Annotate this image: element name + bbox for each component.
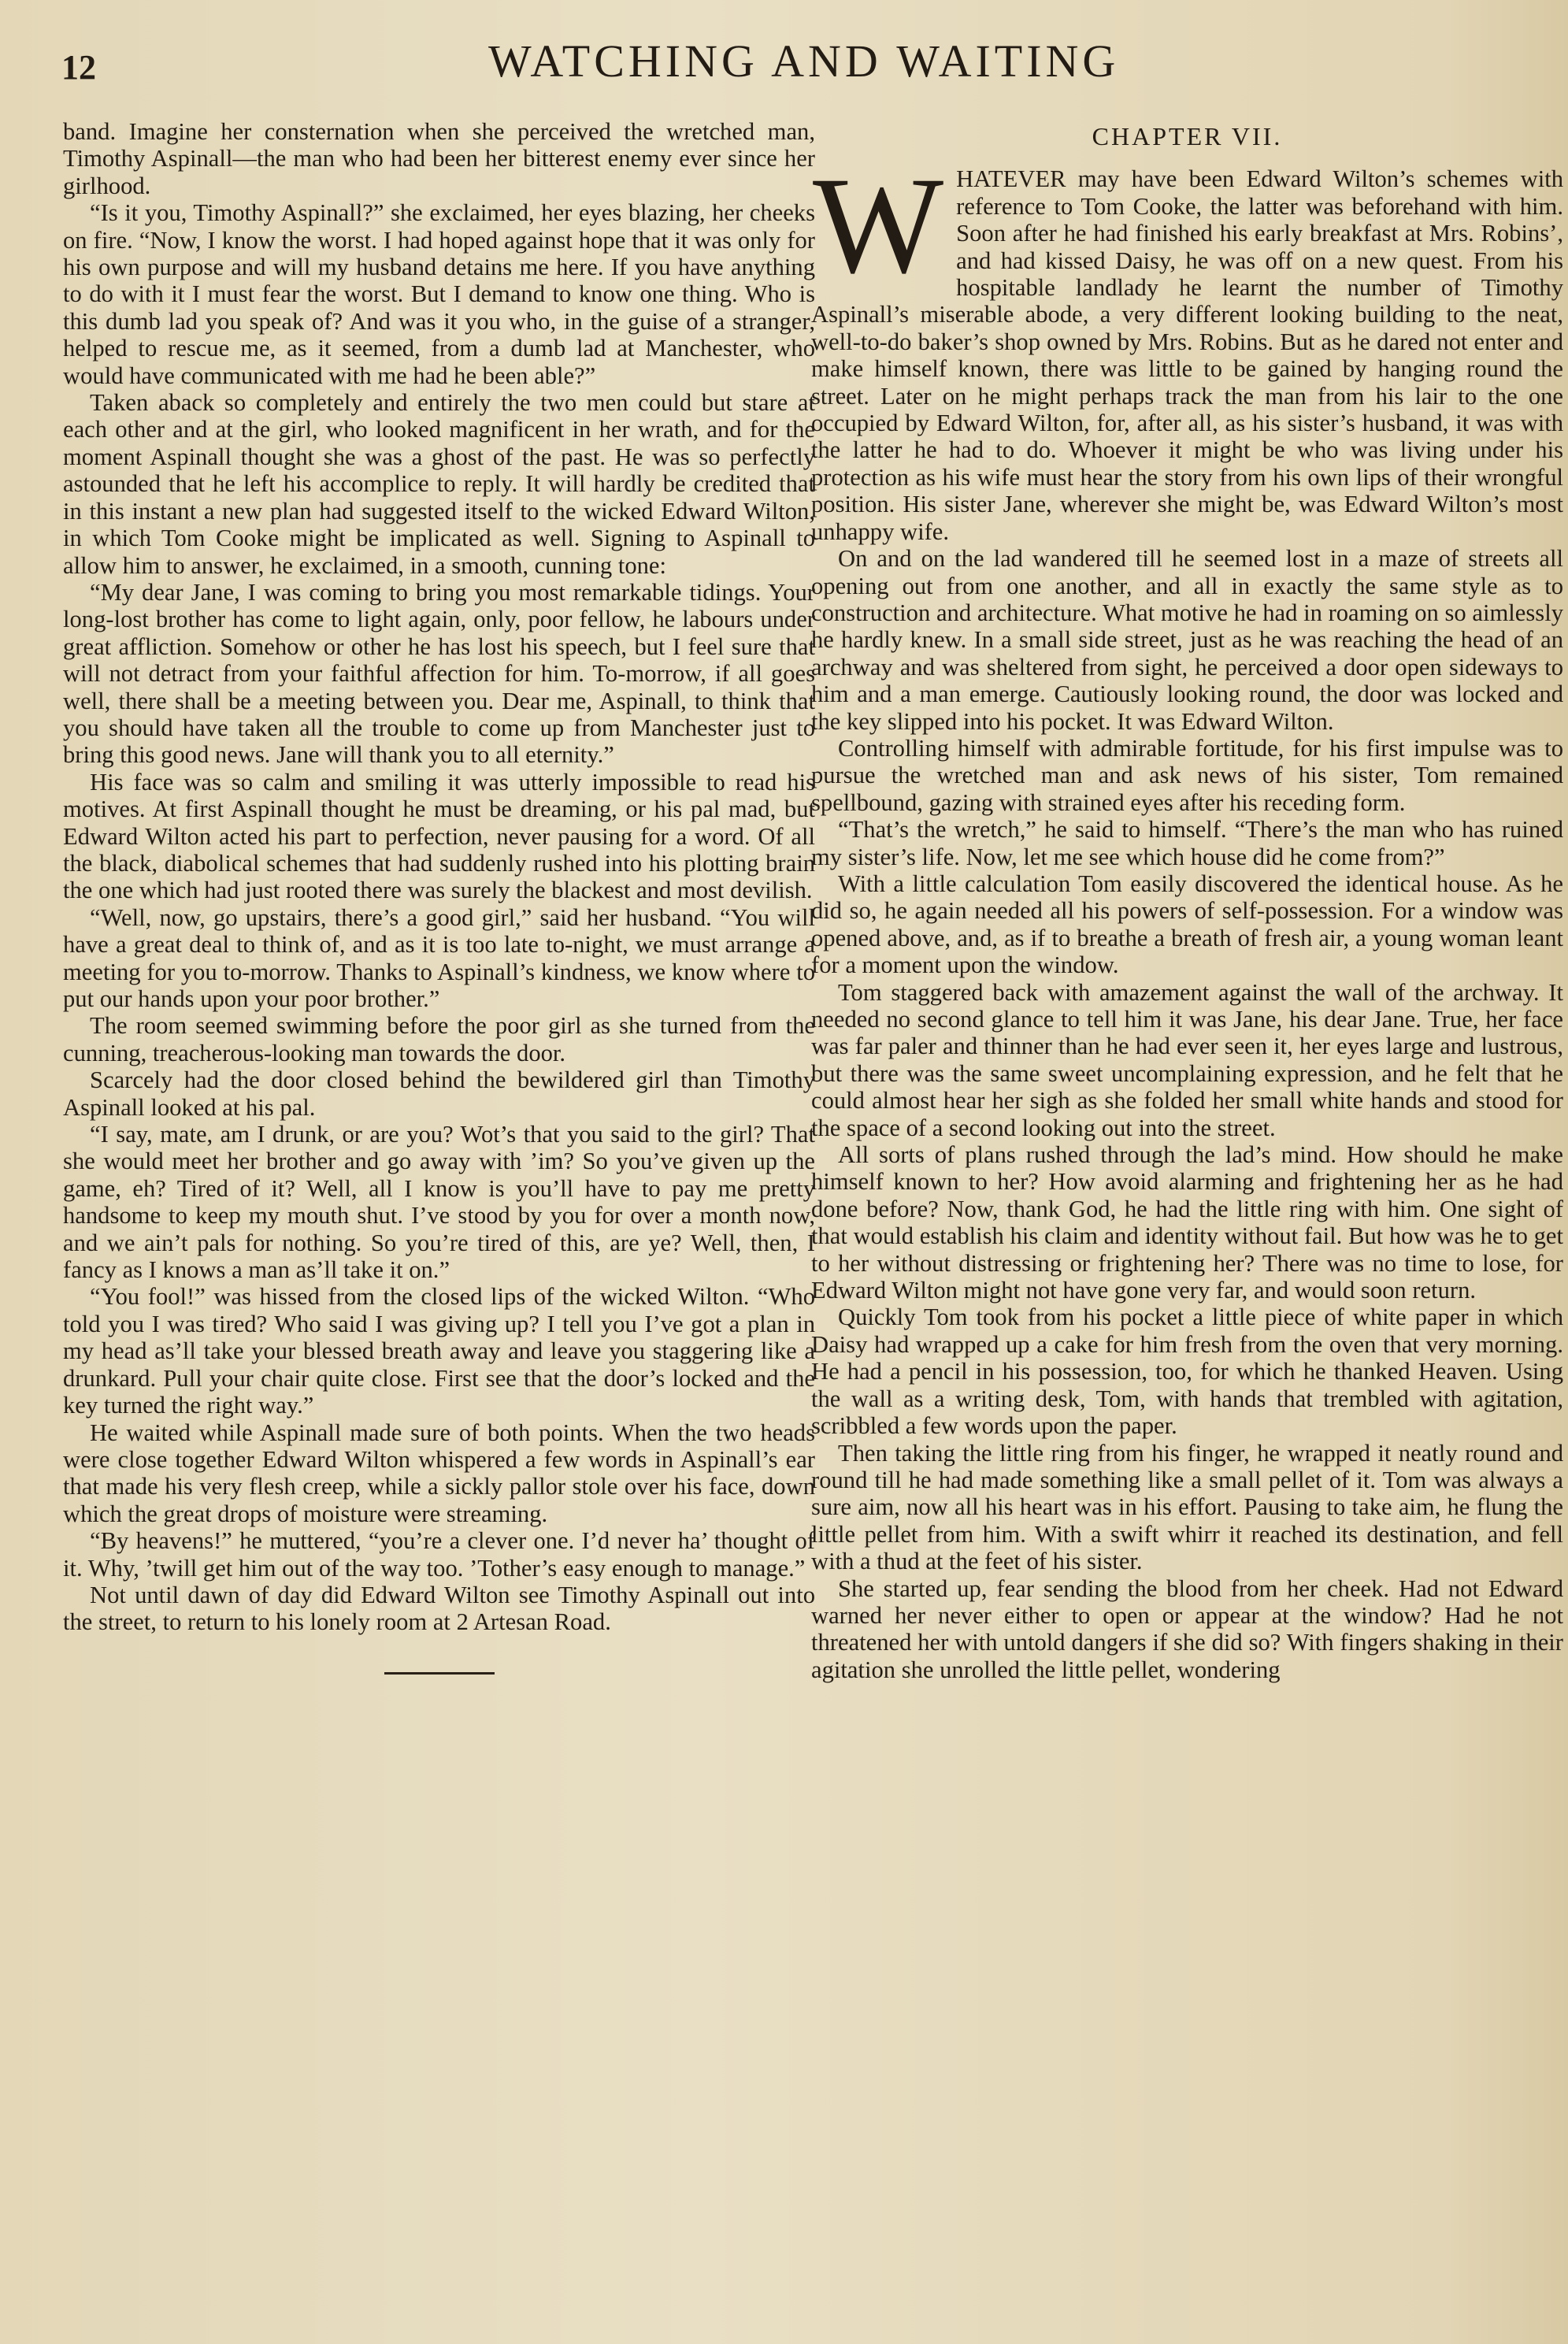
paragraph: “I say, mate, am I drunk, or are you? Wot’s that you said to the girl? That she would meet her brother and go away with ’im? So you’ve given up the game, eh? Tired of it? Well, all I know is you’ll have to pay me pretty handsome to keep my mouth shut. I’ve stood by you for over a month now, and we ain’t pals for nothing. So you’re tired of this, are ye? Well, then, I fancy as I knows a man as’ll take it on.” <box>63 1121 815 1284</box>
page-header <box>47 30 1544 101</box>
section-divider <box>384 1672 495 1675</box>
paragraph: The room seemed swimming before the poor girl as she turned from the cunning, treacherous-looking man towards the door. <box>63 1012 815 1066</box>
paragraph: Tom staggered back with amazement against the wall of the archway. It needed no second glance to tell him it was Jane, his dear Jane. True, her face was far paler and thinner than he had ever seen it, her eyes large and lustrous, but there was the same sweet uncomplaining expression, and he felt that he could almost hear her sigh as she folded her small white hands and stood for the space of a second looking out into the street. <box>811 978 1563 1141</box>
chapter-heading: CHAPTER VII. <box>1092 122 1283 150</box>
paragraph: Scarcely had the door closed behind the bewildered girl than Timothy Aspinall looked at his pal. <box>63 1066 815 1121</box>
paragraph: Then taking the little ring from his finger, he wrapped it neatly round and round till he had made something like a small pellet of it. Tom was always a sure aim, now all his heart was in his effort. Pausing to take aim, he flung the little pellet from him. With a swift whirr it reached its destination, and fell with a thud at the feet of his sister. <box>811 1439 1563 1575</box>
paragraph: Not until dawn of day did Edward Wilton see Timothy Aspinall out into the street, to return to his lonely room at 2 Artesan Road. <box>63 1581 815 1636</box>
paragraph: Taken aback so completely and entirely the two men could but stare at each other and at the girl, who looked magnificent in her wrath, and for the moment Aspinall thought she was a ghost of the past. He was so perfectly astounded that he left his accomplice to reply. It will hardly be credited that in this instant a new plan had suggested itself to the wicked Edward Wilton, in which Tom Cooke might be implicated as well. Signing to Aspinall to allow him to answer, he exclaimed, in a smooth, cunning tone: <box>63 389 815 579</box>
paragraph: With a little calculation Tom easily discovered the identical house. As he did so, he again needed all his powers of self-possession. For a window was opened above, and, as if to breathe a breath of fresh air, a young woman leant for a moment upon the window. <box>811 870 1563 979</box>
paragraph: “You fool!” was hissed from the closed lips of the wicked Wilton. “Who told you I was tired? Who said I was giving up? I tell you I’ve got a plan in my head as’ll take your blessed breath away and leave you staggering like a drunkard. Pull your chair quite close. First see that the door’s locked and the key turned the right way.” <box>63 1283 815 1419</box>
paragraph: His face was so calm and smiling it was utterly impossible to read his motives. At first Aspinall thought he must be dreaming, or his pal mad, but Edward Wilton acted his part to perfection, never pausing for a word. Of all the black, diabolical schemes that had suddenly rushed into his plotting brain the one which had just rooted there was surely the blackest and most devilish. <box>63 768 815 904</box>
page-number: 12 <box>61 48 96 87</box>
drop-cap: W <box>813 149 944 303</box>
paragraph: “My dear Jane, I was coming to bring you most remarkable tidings. Your long-lost brother has come to light again, only, poor fellow, he labours under great affliction. Somehow or other he has lost his speech, but I feel sure that will not detract from your faithful affection for him. To-morrow, if all goes well, there shall be a meeting between you. Dear me, Aspinall, to think that you should have taken all the trouble to come up from Manchester just to bring this good news. Jane will thank you to all eternity.” <box>63 578 815 769</box>
left-column <box>63 118 815 1675</box>
paragraph: “By heavens!” he muttered, “you’re a clever one. I’d never ha’ thought of it. Why, ’twill get him out of the way too. ’Tother’s easy enough to manage.” <box>63 1527 815 1582</box>
paragraph: All sorts of plans rushed through the lad’s mind. How should he make himself known to her? How avoid alarming and frightening her as he had done before? Now, thank God, he had the little ring with him. One sight of that would establish his claim and identity without fail. But how was he to get to her without distressing or frightening her? There was no time to lose, for Edward Wilton might not have gone very far, and would soon return. <box>811 1141 1563 1304</box>
paragraph: He waited while Aspinall made sure of both points. When the two heads were close together Edward Wilton whispered a few words in Aspinall’s ear that made his very flesh creep, while a sickly pallor stole over his face, down which the great drops of moisture were streaming. <box>63 1419 815 1527</box>
paragraph: Quickly Tom took from his pocket a little piece of white paper in which Daisy had wrapped up a cake for him fresh from the oven that very morning. He had a pencil in his possession, too, for which he thanked Heaven. Using the wall as a writing desk, Tom, with hands that trembled with agitation, scribbled a few words upon the paper. <box>811 1304 1563 1440</box>
paragraph: “Is it you, Timothy Aspinall?” she exclaimed, her eyes blazing, her cheeks on fire. “Now, I know the worst. I had hoped against hope that it was only for his own purpose and will my husband detains me here. If you have anything to do with it I must fear the worst. But I demand to know one thing. Who is this dumb lad you speak of? And was it you who, in the guise of a stranger, helped to rescue me, as it seemed, from a dumb lad at Manchester, who would have communicated with me had he been able?” <box>63 199 815 389</box>
paragraph: Controlling himself with admirable fortitude, for his first impulse was to pursue the wretched man and ask news of his sister, Tom remained spellbound, gazing with strained eyes after his receding form. <box>811 734 1563 816</box>
paragraph: “Well, now, go upstairs, there’s a good girl,” said her husband. “You will have a great deal to think of, and as it is too late to-night, we must arrange a meeting for you to-morrow. Thanks to Aspinall’s kindness, we know where to put our hands upon your poor brother.” <box>63 903 815 1012</box>
paragraph: band. Imagine her consternation when she perceived the wretched man, Timothy Aspinall—the man who had been her bitterest enemy ever since her girlhood. <box>63 118 815 199</box>
paragraph: “That’s the wretch,” he said to himself. “There’s the man who has ruined my sister’s life. Now, let me see which house did he come from?” <box>811 816 1563 870</box>
paragraph: HATEVER may have been Edward Wilton’s schemes with reference to Tom Cooke, the latter was beforehand with him. Soon after he had finished his early breakfast at Mrs. Robins’, and had kissed Daisy, he was off on a new quest. From his hospitable landlady he learnt the number of Timothy Aspinall’s miserable abode, a very different looking building to the neat, well-to-do baker’s shop owned by Mrs. Robins. But as he dared not enter and make himself known, there was little to be gained by hanging round the street. Later on he might perhaps track the man from his lair to the one occupied by Edward Wilton, for, after all, as his sister’s husband, it was with the latter he had to do. Whoever it might be who was living under his protection as his wife must hear the story from his own lips of their wrongful position. His sister Jane, wherever she might be, was Edward Wilton’s most unhappy wife. <box>811 165 1563 545</box>
right-column <box>811 118 1563 1683</box>
running-title: WATCHING AND WAITING <box>488 35 1120 87</box>
paragraph: On and on the lad wandered till he seemed lost in a maze of streets all opening out from one another, and all in exactly the same style as to construction and architecture. What motive he had in roaming on so aimlessly he hardly knew. In a small side street, just as he was reaching the head of an archway and was sheltered from sight, he perceived a door open sideways to him and a man emerge. Cautiously looking round, the door was locked and the key slipped into his pocket. It was Edward Wilton. <box>811 545 1563 735</box>
paragraph: She started up, fear sending the blood from her cheek. Had not Edward warned her never either to open or appear at the window? Had he not threatened her with untold dangers if she did so? With fingers shaking in their agitation she unrolled the little pellet, wondering <box>811 1574 1563 1683</box>
